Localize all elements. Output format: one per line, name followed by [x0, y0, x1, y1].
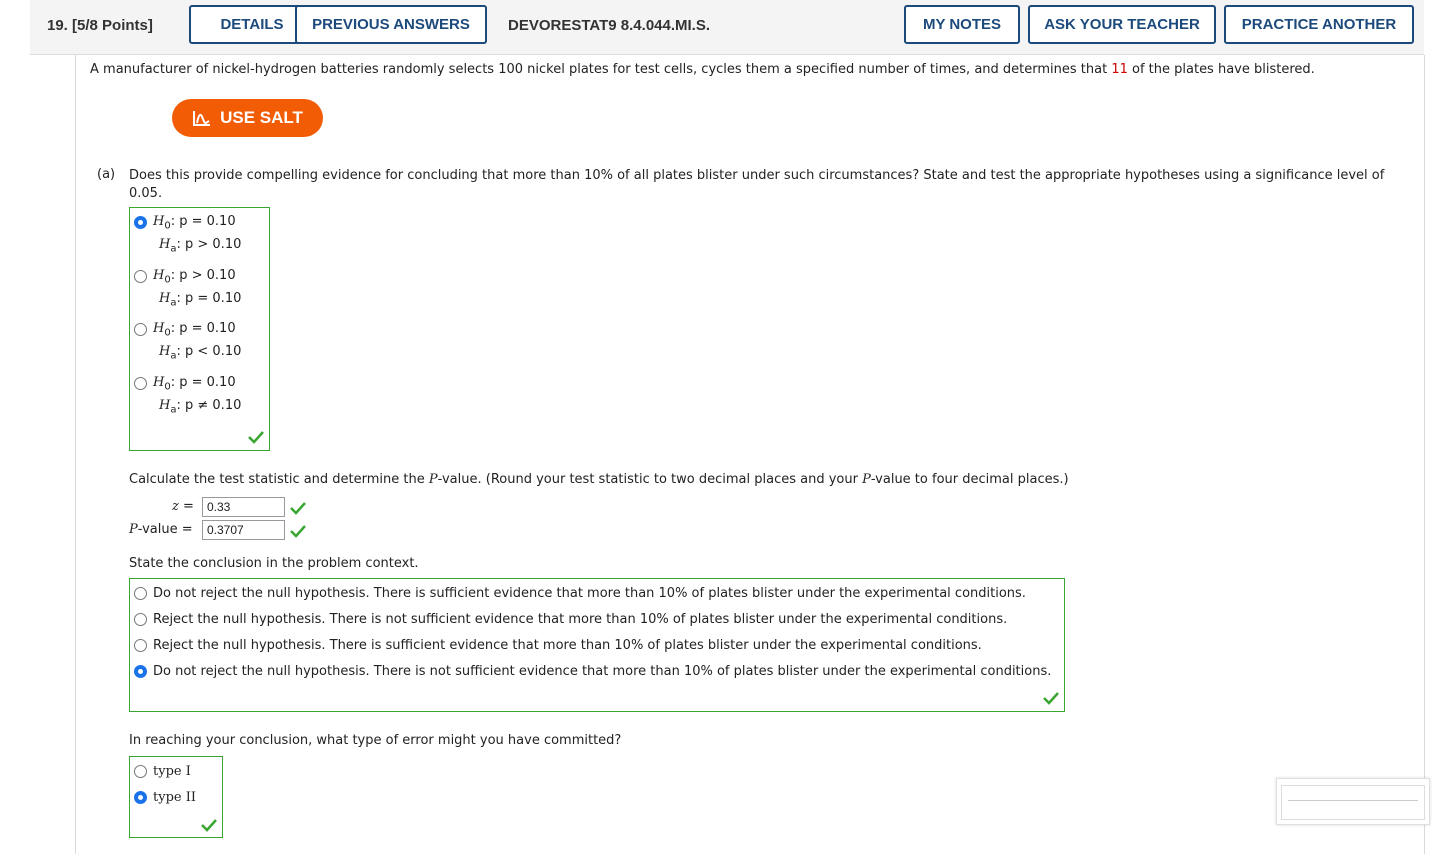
use-salt-label: USE SALT — [220, 108, 303, 127]
problem-statement: A manufacturer of nickel-hydrogen batteries randomly selects 100 nickel plates for test cells, cycles them a specified number of times, and determines that 11 of the plates have blistered. — [90, 62, 1315, 77]
hypothesis-null-4: $H_0$: p = 0.10 — [153, 375, 236, 393]
error-type-option-2: type II — [153, 790, 196, 805]
conclusion-radio-2[interactable] — [134, 613, 147, 626]
salt-chart-icon — [192, 109, 212, 127]
floating-mini-panel[interactable] — [1276, 778, 1430, 825]
details-button[interactable]: DETAILS — [189, 5, 315, 44]
conclusion-radio-1[interactable] — [134, 587, 147, 600]
p-value-correct-check-icon — [290, 524, 306, 538]
error-type-prompt: In reaching your conclusion, what type of error might you have committed? — [129, 733, 622, 748]
conclusion-radio-4[interactable] — [134, 665, 147, 678]
error-type-radio-2[interactable] — [134, 791, 147, 804]
hypothesis-alt-4: $H_a$: p ≠ 0.10 — [159, 398, 242, 416]
ask-your-teacher-button[interactable]: ASK YOUR TEACHER — [1028, 5, 1216, 44]
conclusion-prompt: State the conclusion in the problem context. — [129, 556, 419, 571]
hypothesis-null-2: $H_0$: p > 0.10 — [153, 268, 236, 286]
correct-check-icon — [248, 430, 264, 444]
p-value-label: P-value = — [129, 522, 193, 537]
hypothesis-alt-1: $H_a$: p > 0.10 — [159, 237, 242, 255]
question-reference: DEVORESTAT9 8.4.044.MI.S. — [508, 17, 711, 34]
question-header — [30, 0, 1424, 55]
conclusion-option-2: Reject the null hypothesis. There is not sufficient evidence that more than 10% of plates blister under the experimental conditions. — [153, 612, 1008, 627]
hypothesis-radio-1[interactable] — [134, 216, 147, 229]
error-type-radio-1[interactable] — [134, 765, 147, 778]
previous-answers-button[interactable]: PREVIOUS ANSWERS — [295, 5, 487, 44]
z-statistic-input[interactable] — [202, 497, 285, 517]
my-notes-button[interactable]: MY NOTES — [904, 5, 1020, 44]
hypothesis-radio-3[interactable] — [134, 323, 147, 336]
conclusion-correct-check-icon — [1043, 691, 1059, 705]
hypothesis-null-1: $H_0$: p = 0.10 — [153, 214, 236, 232]
hypothesis-radio-2[interactable] — [134, 270, 147, 283]
conclusion-radio-3[interactable] — [134, 639, 147, 652]
hypothesis-radio-4[interactable] — [134, 377, 147, 390]
part-a-label: (a) — [97, 167, 116, 182]
hypothesis-alt-2: $H_a$: p = 0.10 — [159, 291, 242, 309]
p-value-input[interactable] — [202, 520, 285, 540]
calculation-instruction: Calculate the test statistic and determine the P-value. (Round your test statistic to two decimal places and your P-value to four decimal places.) — [129, 472, 1069, 487]
conclusion-option-4: Do not reject the null hypothesis. There is not sufficient evidence that more than 10% of plates blister under the experimental conditions. — [153, 664, 1052, 679]
conclusion-option-1: Do not reject the null hypothesis. There is sufficient evidence that more than 10% of plates blister under the experimental conditions. — [153, 586, 1026, 601]
practice-another-button[interactable]: PRACTICE ANOTHER — [1224, 5, 1414, 44]
hypothesis-null-3: $H_0$: p = 0.10 — [153, 321, 236, 339]
z-label: z = — [172, 499, 194, 514]
question-number: 19. [5/8 Points] — [47, 17, 153, 34]
error-correct-check-icon — [201, 818, 217, 832]
use-salt-button[interactable] — [172, 99, 323, 137]
conclusion-option-3: Reject the null hypothesis. There is sufficient evidence that more than 10% of plates blister under the experimental conditions. — [153, 638, 982, 653]
highlighted-count: 11 — [1111, 62, 1128, 77]
error-type-option-1: type I — [153, 764, 191, 779]
hypothesis-alt-3: $H_a$: p < 0.10 — [159, 344, 242, 362]
part-a-question: Does this provide compelling evidence for concluding that more than 10% of all plates blister under such circumstances? State and test the appropriate hypotheses using a significance level of 0.05. — [129, 168, 1385, 201]
z-correct-check-icon — [290, 501, 306, 515]
